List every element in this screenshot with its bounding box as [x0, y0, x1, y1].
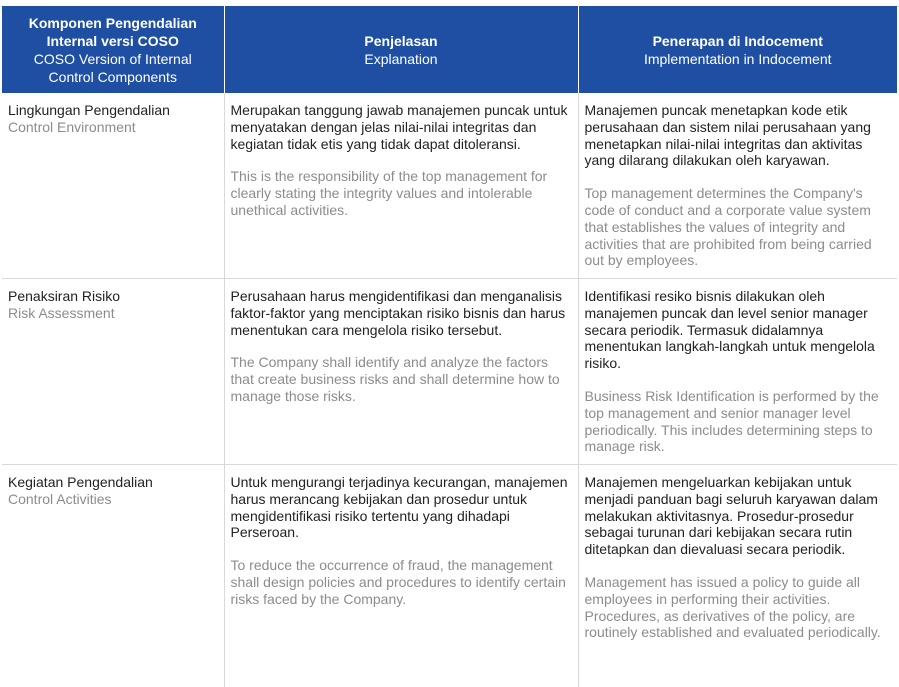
component-cell — [2, 465, 224, 687]
table-body — [2, 93, 897, 687]
coso-components-table — [2, 6, 897, 687]
explanation-id: Merupakan tanggung jawab manajemen puncak untuk menyatakan dengan jelas nilai-nilai integritas dan kegiatan tidak etis yang tidak dapat ditoleransi. — [230, 102, 568, 152]
implementation-cell — [578, 279, 897, 465]
implementation-en: Management has issued a policy to guide all employees in performing their activities. Procedures, as derivatives of the policy, are routinely established and evaluated periodically. — [584, 573, 881, 641]
implementation-id: Identifikasi resiko bisnis dilakukan oleh manajemen puncak dan level senior manager secara periodik. Termasuk didalamnya menentukan langkah-langkah untuk mengelola risiko. — [584, 288, 875, 372]
explanation-en: To reduce the occurrence of fraud, the management shall design policies and procedures to identify certain risks faced by the Company. — [230, 557, 566, 607]
table-row — [2, 465, 897, 687]
component-name-en: Control Environment — [8, 118, 136, 135]
table-row — [2, 93, 897, 279]
component-cell — [2, 93, 224, 279]
implementation-cell — [578, 93, 897, 279]
header-component-id: Komponen Pengendalian Internal versi COSO — [28, 14, 197, 49]
implementation-en: Business Risk Identification is performed by the top management and senior manager level periodically. This includes determining steps to manage risk. — [584, 387, 879, 455]
header-row — [2, 6, 897, 93]
header-explanation-en: Explanation — [364, 50, 438, 67]
table-header — [2, 6, 897, 93]
header-component — [2, 6, 224, 93]
implementation-id: Manajemen puncak menetapkan kode etik perusahaan dan sistem nilai perusahaan yang menetapkan nilai-nilai integritas dan aktivitas yang dilarang dilakukan oleh karyawan. — [584, 102, 871, 169]
implementation-cell — [578, 465, 897, 687]
explanation-cell — [224, 279, 578, 465]
header-implementation — [578, 6, 897, 93]
implementation-en: Top management determines the Company's code of conduct and a corporate value system that establishes the values of integrity and activities that are prohibited from being carried out by employees. — [584, 185, 872, 269]
table-row — [2, 279, 897, 465]
header-component-en: COSO Version of Internal Control Components — [33, 50, 192, 85]
component-name-en: Risk Assessment — [8, 304, 115, 321]
explanation-en: The Company shall identify and analyze the factors that create business risks and shall determine how to manage those risks. — [230, 354, 560, 404]
header-explanation — [224, 6, 578, 93]
implementation-id: Manajemen mengeluarkan kebijakan untuk menjadi panduan bagi seluruh karyawan dalam melakukan aktivitasnya. Prosedur-prosedur sebagai turunan dari kebijakan secara rutin ditetapkan dan dievaluasi secara periodik. — [584, 474, 878, 558]
header-implementation-en: Implementation in Indocement — [643, 50, 832, 67]
explanation-cell — [224, 465, 578, 687]
explanation-cell — [224, 93, 578, 279]
explanation-id: Untuk mengurangi terjadinya kecurangan, manajemen harus merancang kebijakan dan prosedur untuk mengidentifikasi risiko tertentu yang dihadapi Perseroan. — [230, 474, 568, 541]
component-name-id: Kegiatan Pengendalian — [8, 474, 153, 490]
component-name-id: Lingkungan Pengendalian — [8, 102, 170, 118]
explanation-id: Perusahaan harus mengidentifikasi dan menganalisis faktor-faktor yang menciptakan risiko bisnis dan harus menentukan cara mengelola risiko tersebut. — [230, 288, 566, 338]
component-name-en: Control Activities — [8, 490, 112, 507]
component-name-id: Penaksiran Risiko — [8, 288, 121, 304]
header-explanation-id: Penjelasan — [364, 32, 438, 49]
explanation-en: This is the responsibility of the top management for clearly stating the integrity values and intolerable unethical activities. — [230, 168, 548, 218]
component-cell — [2, 279, 224, 465]
header-implementation-id: Penerapan di Indocement — [652, 32, 823, 49]
